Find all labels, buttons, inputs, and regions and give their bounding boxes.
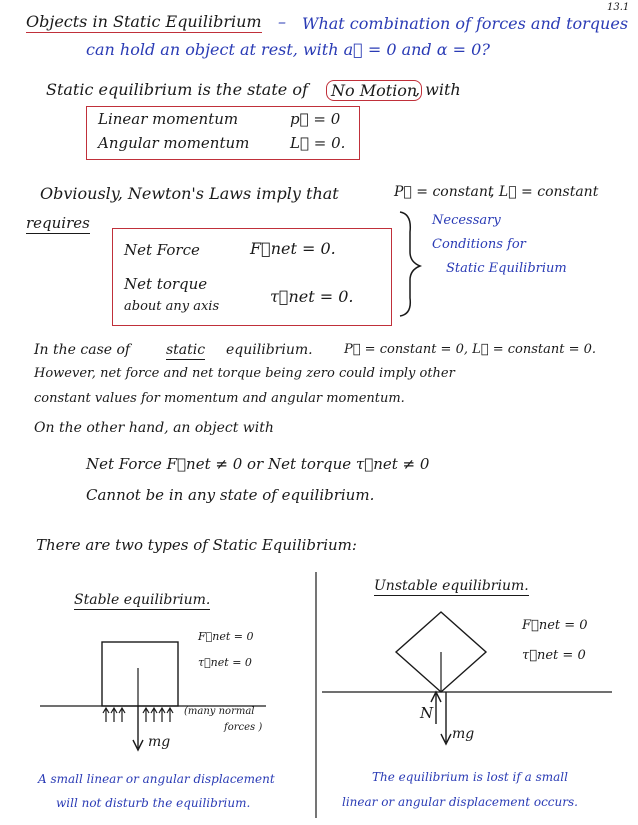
static-case-line-1c: equilibrium. bbox=[226, 342, 313, 358]
unstable-caption-1: The equilibrium is lost if a small bbox=[372, 770, 568, 784]
stable-caption-1: A small linear or angular displacement bbox=[38, 772, 275, 786]
static-case-line-5: Net Force F⃗net ≠ 0 or Net torque τ⃗net ≠ 0 bbox=[86, 455, 430, 473]
net-torque-eq: τ⃗net = 0. bbox=[270, 287, 354, 306]
no-motion-highlight: No Motion bbox=[326, 80, 422, 101]
stable-normal-1: (many normal bbox=[184, 706, 255, 717]
unstable-N: N bbox=[420, 704, 434, 722]
types-line: There are two types of Static Equilibrium: bbox=[36, 536, 357, 554]
necessary-brace bbox=[400, 212, 420, 316]
static-case-line-4: On the other hand, an object with bbox=[34, 420, 274, 436]
unstable-title: Unstable equilibrium. bbox=[374, 578, 529, 594]
heading-question-line-2: can hold an object at rest, with a⃗ = 0 and α = 0? bbox=[86, 40, 490, 59]
linear-momentum-label: Linear momentum bbox=[98, 110, 239, 128]
unstable-caption-2: linear or angular displacement occurs. bbox=[342, 795, 578, 809]
necessary-line-3: Static Equilibrium bbox=[446, 261, 567, 276]
p-constant: P⃗ = constant bbox=[394, 184, 494, 200]
title-dash: – bbox=[278, 12, 286, 31]
stable-box bbox=[102, 642, 178, 706]
newton-line: Obviously, Newton's Laws imply that bbox=[40, 184, 339, 203]
net-force-eq: F⃗net = 0. bbox=[250, 239, 336, 258]
unstable-mg: mg bbox=[452, 726, 475, 742]
angular-momentum-label: Angular momentum bbox=[98, 134, 250, 152]
stable-caption-2: will not disturb the equilibrium. bbox=[56, 796, 251, 810]
net-force-label: Net Force bbox=[124, 241, 200, 259]
static-case-line-1a: In the case of bbox=[34, 342, 131, 358]
heading-question-line-1: What combination of forces and torques bbox=[302, 14, 629, 33]
static-case-line-1b: static bbox=[166, 342, 206, 358]
necessary-line-1: Necessary bbox=[432, 213, 501, 228]
page-number: 13.1 bbox=[607, 2, 630, 13]
stable-fnet: F⃗net = 0 bbox=[198, 630, 254, 643]
stable-title: Stable equilibrium. bbox=[74, 592, 211, 608]
l-constant: , L⃗ = constant bbox=[490, 184, 599, 200]
page-title: Objects in Static Equilibrium bbox=[26, 12, 262, 31]
stable-mg: mg bbox=[148, 734, 171, 750]
linear-momentum-eq: p⃗ = 0 bbox=[290, 110, 341, 128]
stable-tnet: τ⃗net = 0 bbox=[198, 656, 252, 669]
definition-lead: Static equilibrium is the state of bbox=[46, 80, 308, 99]
requires-label: requires bbox=[26, 214, 90, 232]
static-case-line-2: However, net force and net torque being zero could imply other bbox=[34, 366, 455, 381]
net-torque-label-1: Net torque bbox=[124, 275, 208, 293]
static-case-line-6: Cannot be in any state of equilibrium. bbox=[86, 486, 375, 504]
stable-normal-2: forces ) bbox=[224, 722, 263, 733]
necessary-line-2: Conditions for bbox=[432, 237, 526, 252]
definition-after: , with bbox=[415, 80, 461, 99]
unstable-tnet: τ⃗net = 0 bbox=[522, 648, 586, 663]
unstable-fnet: F⃗net = 0 bbox=[522, 618, 588, 633]
angular-momentum-eq: L⃗ = 0. bbox=[290, 134, 346, 152]
net-torque-label-2: about any axis bbox=[124, 299, 220, 314]
static-case-line-1d: P⃗ = constant = 0, L⃗ = constant = 0. bbox=[344, 342, 596, 357]
static-case-line-3: constant values for momentum and angular momentum. bbox=[34, 391, 405, 406]
